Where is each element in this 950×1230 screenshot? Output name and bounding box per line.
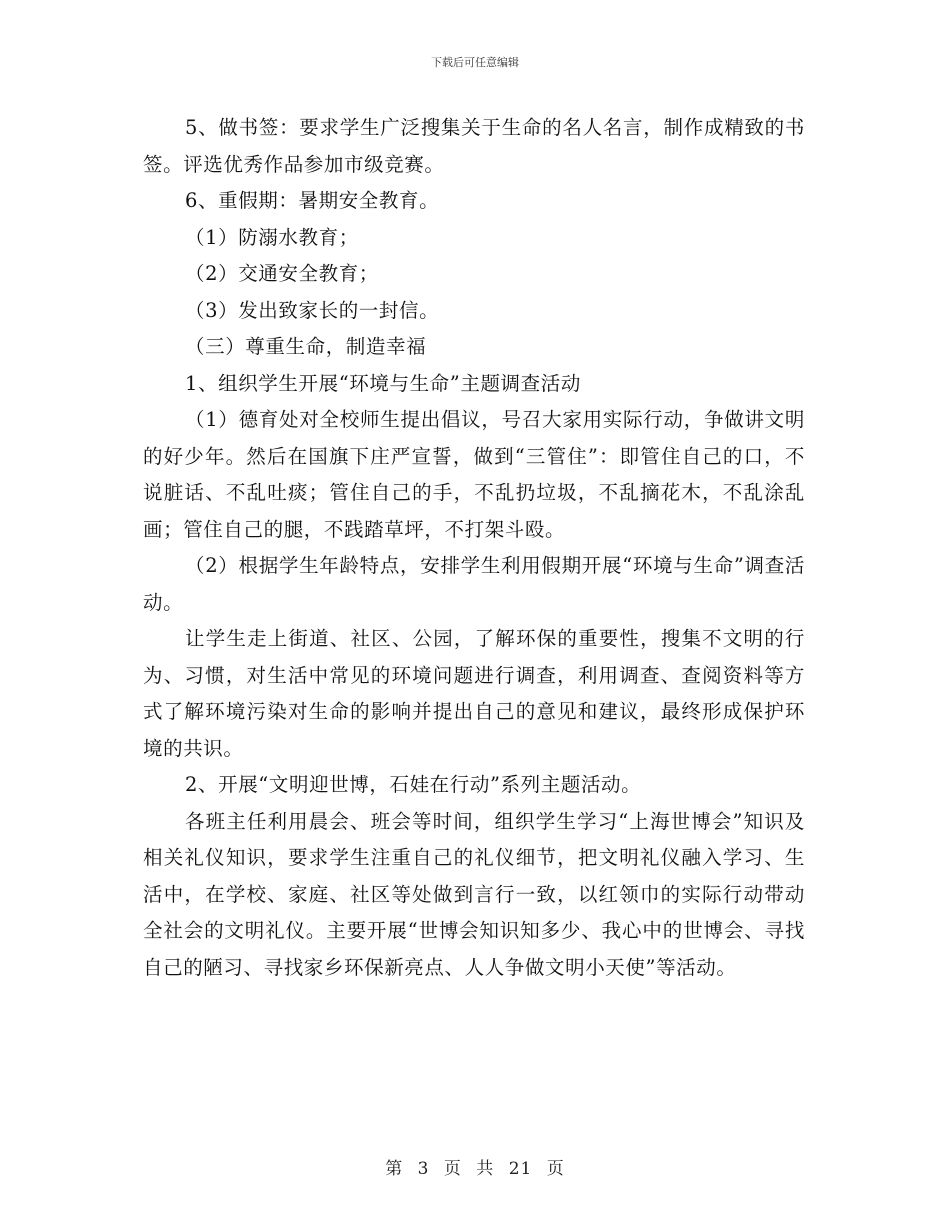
document-body bbox=[143, 110, 805, 986]
list-item-letter: （3）发出致家长的一封信。 bbox=[185, 298, 440, 322]
footer-page-number: 3 bbox=[417, 1159, 430, 1179]
footer-page-label: 页 bbox=[443, 1159, 462, 1179]
paragraph-expo-activity: 2、开展“文明迎世博，石娃在行动”系列主题活动。 bbox=[185, 773, 642, 796]
page-header: 下载后可任意编辑 bbox=[431, 56, 519, 69]
paragraph-bookmark: 5、做书签：要求学生广泛搜集关于生命的名人名言，制作成精致的书签。评选优秀作品参加市级竞赛。 bbox=[143, 116, 805, 176]
paragraph-env-survey: 1、组织学生开展“环境与生命”主题调查活动 bbox=[185, 371, 581, 395]
paragraph-proposal: （1）德育处对全校师生提出倡议，号召大家用实际行动，争做讲文明的好少年。然后在国旗下庄严宣誓，做到“三管住”：即管住自己的口，不说脏话、不乱吐痰；管住自己的手，不乱扔垃圾，不乱摘花木，不乱涂乱画；管住自己的腿，不践踏草坪，不打架斗殴。 bbox=[143, 408, 805, 541]
list-item-traffic: （2）交通安全教育； bbox=[185, 262, 379, 285]
page-footer bbox=[0, 1154, 950, 1179]
footer-total-pages: 21 bbox=[508, 1159, 533, 1179]
paragraph-streets: 让学生走上街道、社区、公园，了解环保的重要性，搜集不文明的行为、习惯，对生活中常见的环境问题进行调查，利用调查、查阅资料等方式了解环境污染对生命的影响并提出自己的意见和建议，最终形成保护环境的共识。 bbox=[143, 627, 805, 760]
footer-suffix: 页 bbox=[546, 1159, 565, 1179]
section-heading-respect-life: （三）尊重生命，制造幸福 bbox=[185, 335, 427, 358]
list-item-drowning: （1）防溺水教育； bbox=[185, 225, 359, 249]
paragraph-holiday: 6、重假期：暑期安全教育。 bbox=[185, 189, 440, 212]
paragraph-class-teachers: 各班主任利用晨会、班会等时间，组织学生学习“上海世博会”知识及相关礼仪知识，要求学生注重自己的礼仪细节，把文明礼仪融入学习、生活中，在学校、家庭、社区等处做到言行一致，以红领巾的实际行动带动全社会的文明礼仪。主要开展“世博会知识知多少、我心中的世博会、寻找自己的陋习、寻找家乡环保新亮点、人人争做文明小天使”等活动。 bbox=[143, 809, 805, 979]
paragraph-age-survey: （2）根据学生年龄特点，安排学生利用假期开展“环境与生命”调查活动。 bbox=[143, 554, 805, 614]
footer-prefix: 第 bbox=[385, 1159, 404, 1179]
footer-total-label: 共 bbox=[476, 1159, 495, 1179]
